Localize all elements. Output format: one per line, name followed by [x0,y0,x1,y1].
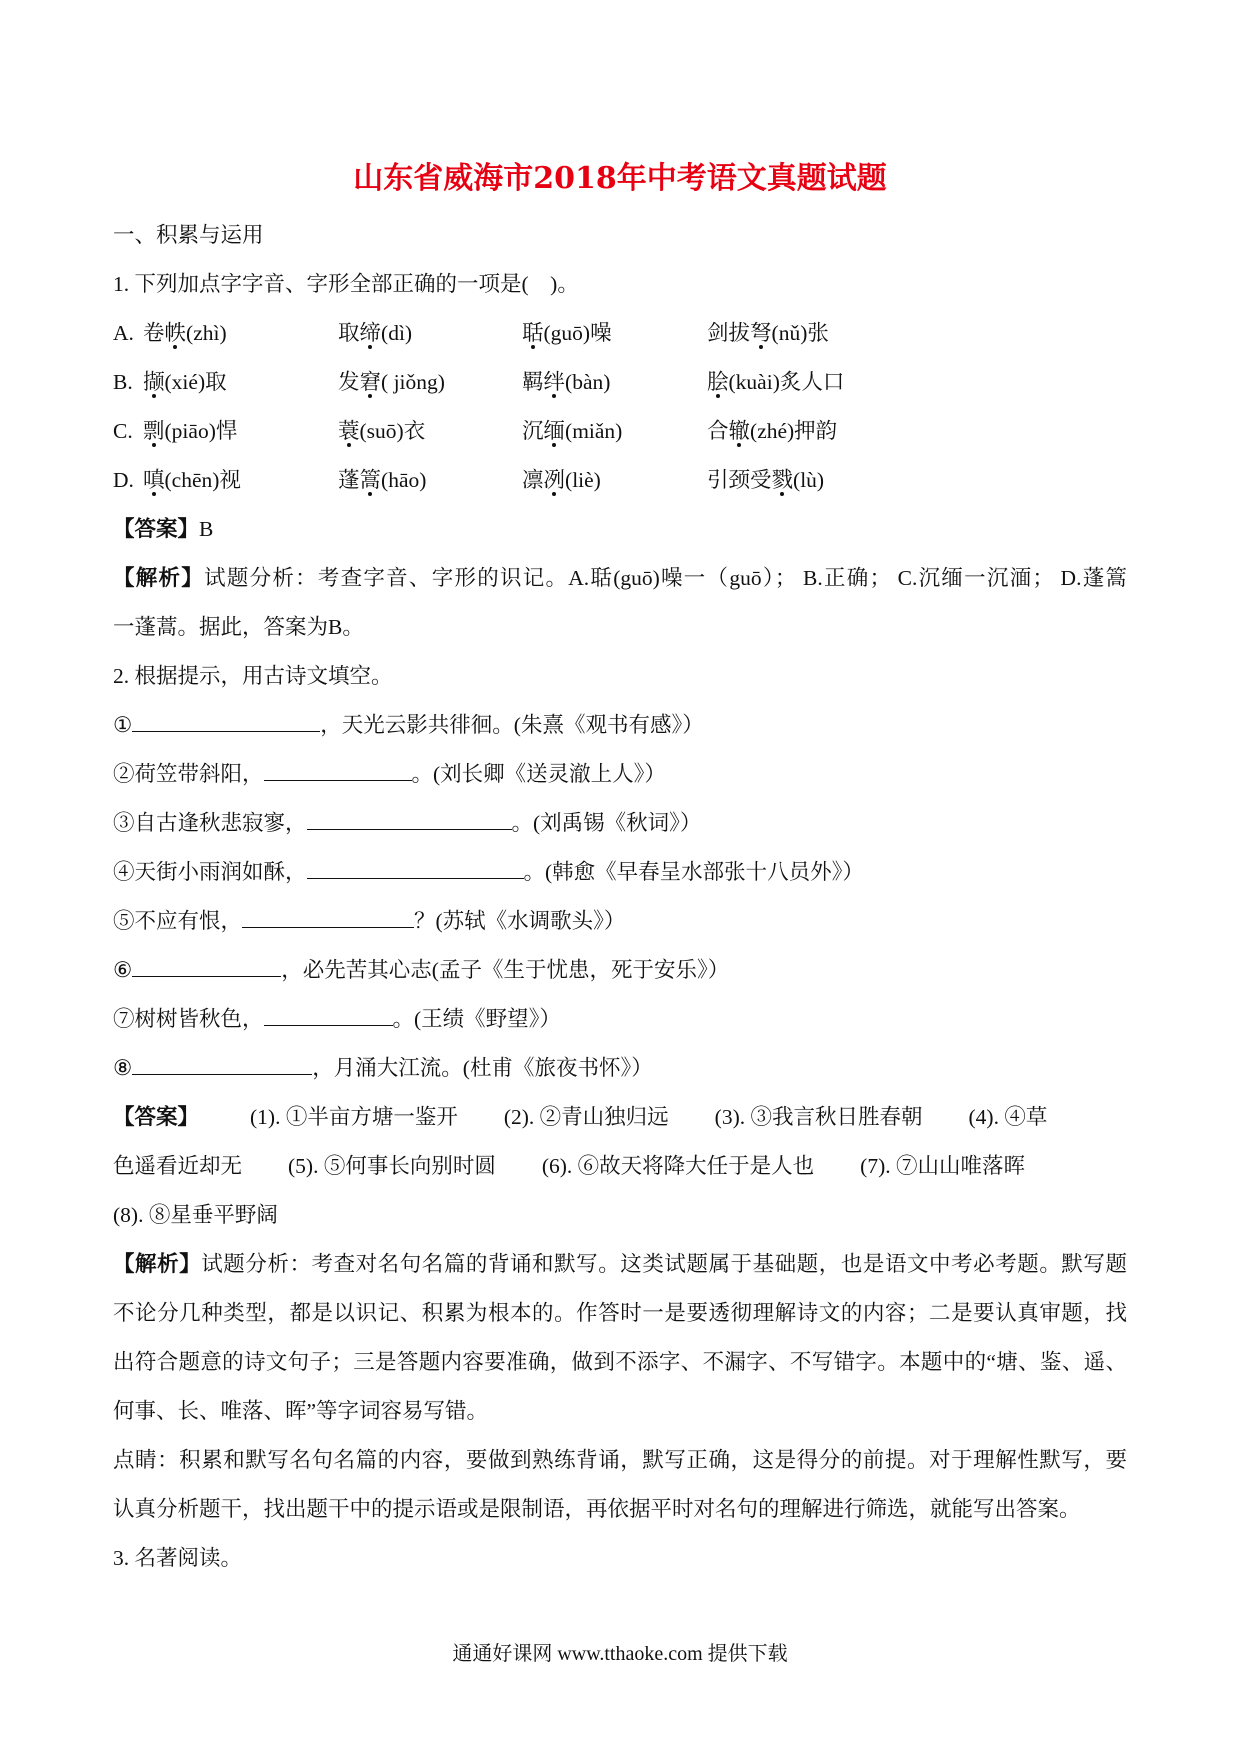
analysis-tag: 【解析】 [113,566,205,590]
question-2-tip-line: 点睛：积累和默写名句名篇的内容，要做到熟练背诵，默写正确，这是得分的前提。对于理解性默写，要 [113,1448,1127,1472]
blank-prefix: ⑤不应有恨， [113,909,243,933]
dotted-char: 绊 [543,370,566,394]
answer-item: (6). ⑥故天将降大任于是人也 [541,1154,815,1178]
dotted-char: 弩 [750,321,772,345]
option-word [707,309,829,358]
option-label: C. [113,419,133,443]
option-word [143,456,338,505]
dotted-char: 缅 [543,419,566,443]
word-suffix: (kuài)炙人口 [728,370,845,394]
blank-prefix: ⑦树树皆秋色， [113,1007,264,1031]
option-word [522,456,707,505]
dotted-char: 冽 [543,468,566,492]
answer-item: (1). ①半亩方塘一鉴开 [250,1105,458,1129]
question-2-tip-line: 认真分析题干，找出题干中的提示语或是限制语，再依据平时对名句的理解进行筛选，就能写出答案。 [113,1497,1081,1521]
word-suffix: (dì) [381,321,413,345]
blank-suffix: ，天光云影共徘徊。(朱熹《观书有感》） [320,713,704,737]
answer-item: (4). ④草 [968,1105,1048,1129]
dotted-char: 嗔 [143,468,165,492]
answer-blank [307,811,512,830]
fill-blank-item [113,995,1127,1044]
question-2-stem: 2. 根据提示，用古诗文填空。 [113,664,393,688]
dotted-char: 篙 [359,468,382,492]
word-suffix: (zhé)押韵 [750,419,838,443]
option-word [522,309,707,358]
blank-suffix: 。(王绩《野望》） [392,1007,561,1031]
question-2-analysis-line: 出符合题意的诗文句子；三是答题内容要准确，做到不添字、不漏字、不写错字。本题中的“塘、鉴、遥、 [113,1350,1127,1374]
answer-item: (2). ②青山独归远 [503,1105,669,1129]
dotted-char: 脍 [707,370,729,394]
word-prefix: 合 [707,419,729,443]
fill-blank-item [113,897,1127,946]
fill-blank-item [113,701,1127,750]
answer-item: (5). ⑤何事长向别时圆 [288,1154,496,1178]
dotted-char: 帙 [164,321,187,345]
word-suffix: (nǔ)张 [771,321,829,345]
answer-blank [307,860,524,879]
question-2-answer-line [113,1142,1127,1191]
question-2-analysis-line [113,1240,1127,1289]
analysis-tag: 【解析】 [113,1252,202,1276]
answer-item: (3). ③我言秋日胜春朝 [714,1105,923,1129]
option-d [113,456,1127,505]
word-prefix: 羁 [522,370,544,394]
word-prefix: 蓬 [338,468,360,492]
answer-tag: 【答案】 [113,517,200,541]
word-suffix: (xié)取 [164,370,227,394]
word-suffix: (piāo)悍 [164,419,238,443]
blank-suffix: ？(苏轼《水调歌头》） [414,909,626,933]
dotted-char: 剽 [143,419,165,443]
answer-blank [264,762,412,781]
fill-blank-item [113,848,1127,897]
answer-tag: 【答案】 [113,1105,200,1129]
option-word [522,407,707,456]
option-word [143,309,338,358]
word-suffix: (lù) [793,468,825,492]
word-prefix: 剑拔 [707,321,751,345]
blank-prefix: ⑥ [113,958,133,982]
word-prefix: 卷 [143,321,165,345]
blank-prefix: ③自古逢秋悲寂寥， [113,811,307,835]
word-suffix: (bàn) [565,370,611,394]
word-suffix: (guō)噪 [543,321,612,345]
fill-blank-item [113,750,1127,799]
answer-blank [242,909,414,928]
question-1-analysis-line: 一蓬蒿。据此，答案为B。 [113,615,364,639]
blank-prefix: ②荷笠带斜阳， [113,762,264,786]
word-suffix: (miǎn) [565,419,623,443]
option-word [338,456,522,505]
option-word [338,309,522,358]
blank-suffix: ，月涌大江流。(杜甫《旅夜书怀》） [312,1056,653,1080]
blank-prefix: ⑧ [113,1056,133,1080]
question-1-answer [113,505,1127,554]
word-prefix: 凛 [522,468,544,492]
word-prefix: 发 [338,370,360,394]
option-word [707,358,844,407]
dotted-char: 窘 [359,370,382,394]
answer-item: (8). ⑧星垂平野阔 [113,1203,278,1227]
analysis-text: 试题分析：考查对名句名篇的背诵和默写。这类试题属于基础题，也是语文中考必考题。默写题 [201,1252,1127,1276]
answer-blank [132,713,320,732]
dotted-char: 撷 [143,370,165,394]
question-1-analysis-line [113,554,1127,603]
dotted-char: 戮 [771,468,794,492]
blank-suffix: 。(刘长卿《送灵澈上人》） [411,762,666,786]
answer-blank [132,1056,312,1075]
option-b [113,358,1127,407]
section-heading: 一、积累与运用 [113,223,264,247]
dotted-char: 缔 [359,321,382,345]
word-suffix: (zhì) [186,321,227,345]
dotted-char: 聒 [522,321,544,345]
option-label: B. [113,370,133,394]
option-word [522,358,707,407]
word-suffix: (hāo) [381,468,427,492]
blank-suffix: ，必先苦其心志(孟子《生于忧患，死于安乐》） [281,958,730,982]
question-2-analysis-line: 不论分几种类型，都是以识记、积累为根本的。作答时一是要透彻理解诗文的内容；二是要认真审题，找 [113,1301,1127,1325]
word-suffix: ( jiǒng) [381,370,445,394]
question-3-stem: 3. 名著阅读。 [113,1546,243,1570]
word-prefix: 沉 [522,419,544,443]
page-title: 山东省威海市2018年中考语文真题试题 [353,161,887,196]
fill-blank-item [113,946,1127,995]
answer-value: B [199,517,214,541]
blank-suffix: 。(刘禹锡《秋词》） [511,811,702,835]
word-suffix: (chēn)视 [164,468,241,492]
word-suffix: (suō)衣 [359,419,426,443]
blank-suffix: 。(韩愈《早春呈水部张十八员外》） [523,860,864,884]
word-prefix: 引颈受 [707,468,772,492]
option-word [707,456,824,505]
option-label: D. [113,468,134,492]
option-word [143,407,338,456]
question-1-stem: 1. 下列加点字字音、字形全部正确的一项是( )。 [113,272,579,296]
option-label: A. [113,321,134,345]
answer-blank [264,1007,393,1026]
answer-item: (7). ⑦山山唯落晖 [860,1154,1025,1178]
fill-blank-item [113,1044,1127,1093]
dotted-char: 辙 [728,419,751,443]
question-2-analysis-line: 何事、长、唯落、晖”等字词容易写错。 [113,1399,489,1423]
answer-blank [132,958,281,977]
option-a [113,309,1127,358]
analysis-text: 试题分析：考查字音、字形的识记。A.聒(guō)噪一（guō）； B.正确； C.沉缅一沉湎； D.蓬篙 [204,566,1127,590]
fill-blank-item [113,799,1127,848]
answer-item: 色遥看近却无 [113,1154,243,1178]
dotted-char: 蓑 [338,419,360,443]
blank-prefix: ① [113,713,133,737]
question-2-answer-line [113,1093,1127,1142]
document-body [113,211,1127,1583]
word-prefix: 取 [338,321,360,345]
option-word [338,358,522,407]
word-suffix: (liè) [565,468,601,492]
option-c [113,407,1127,456]
question-2-answer-line [113,1191,1127,1240]
option-word [707,407,837,456]
blank-prefix: ④天街小雨润如酥， [113,860,307,884]
option-word [338,407,522,456]
option-word [143,358,338,407]
page-footer: 通通好课网 www.tthaoke.com 提供下载 [452,1643,788,1665]
